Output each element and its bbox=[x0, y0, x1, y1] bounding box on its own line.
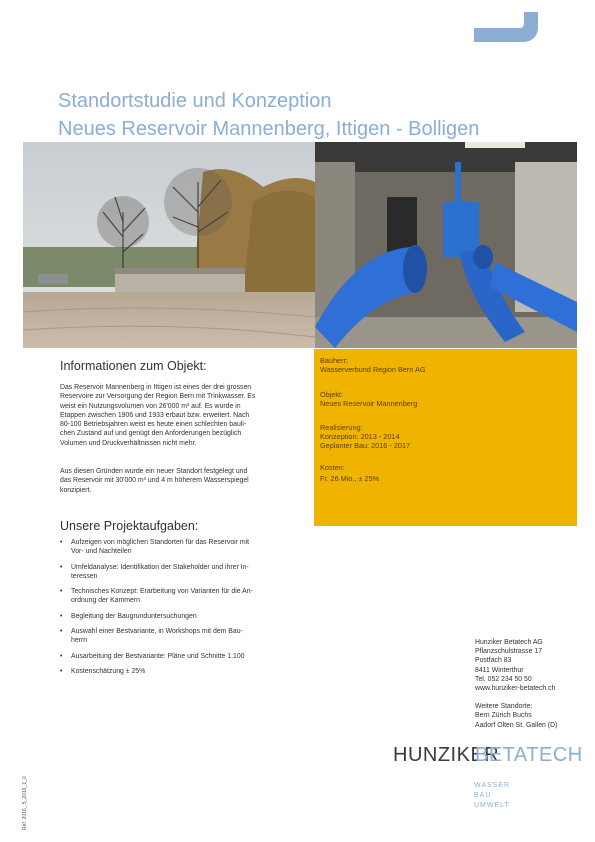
task-text: Aufzeigen von möglichen Standorten für das Reservoir mit bbox=[71, 539, 250, 546]
list-item bbox=[60, 612, 304, 621]
info-line: Aus diesen Gründen wurde ein neuer Standort festgelegt und bbox=[60, 468, 248, 475]
logo-word-hunziker: HUNZIKER bbox=[393, 744, 500, 766]
konzeption-value: Konzeption: 2013 - 2014 bbox=[320, 432, 400, 441]
info-heading: Informationen zum Objekt: bbox=[60, 359, 207, 373]
task-text: Vor- und Nachteilen bbox=[71, 548, 132, 556]
realisierung-label: Realisierung: bbox=[320, 423, 363, 432]
site-photo bbox=[23, 142, 315, 348]
bullet-icon: • bbox=[60, 539, 63, 546]
task-text: Auswahl einer Bestvariante, in Workshops mit dem Bau- bbox=[71, 628, 243, 636]
tagline-wasser: WASSER bbox=[474, 782, 511, 789]
list-item bbox=[60, 652, 304, 661]
tasks-heading: Unsere Projektaufgaben: bbox=[60, 519, 199, 533]
list-item bbox=[60, 587, 304, 606]
kosten-value: Fr. 26 Mio., ± 25% bbox=[320, 474, 380, 483]
pipes-photo bbox=[315, 142, 577, 348]
bauherr-value: Wasserverbund Region Bern AG bbox=[320, 365, 426, 374]
bullet-icon: • bbox=[60, 652, 63, 660]
info-paragraph-1 bbox=[60, 383, 300, 448]
info-line: chen Zustand auf und genügt den Anforderungen bezüglich bbox=[60, 430, 242, 438]
other-locations-2: Aadorf Olten St. Gallen (D) bbox=[475, 721, 558, 729]
task-text: teressen bbox=[71, 572, 98, 580]
document-reference: Ref: 2016_ 5_2016_1_0 bbox=[22, 776, 28, 830]
company-logo bbox=[393, 742, 583, 768]
project-facts-box bbox=[314, 349, 577, 526]
company-website-link[interactable]: www.hunziker-betatech.ch bbox=[475, 685, 556, 693]
page-title-line1: Standortstudie und Konzeption bbox=[58, 90, 332, 112]
other-locations-label: Weitere Standorte: bbox=[475, 703, 533, 711]
bullet-icon: • bbox=[60, 628, 63, 636]
task-text: Umfeldanalyse: Identifikation der Stakeholder und ihrer In- bbox=[71, 563, 249, 571]
info-line: Reservoire zur Versorgung der Region Bern mit Trinkwasser. Es bbox=[60, 393, 256, 401]
bullet-icon: • bbox=[60, 588, 63, 596]
bullet-icon: • bbox=[60, 612, 63, 620]
logo-mark-icon bbox=[474, 12, 538, 42]
info-line: Volumen und Druckverhältnissen nicht mehr. bbox=[60, 439, 197, 447]
info-line: Etappen zwischen 1906 und 1933 erbaut bzw. erweitert. Nach bbox=[60, 411, 250, 419]
objekt-label: Objekt: bbox=[320, 390, 344, 399]
logo-word-betatech: BETATECH bbox=[475, 744, 583, 766]
task-text: Kostenschätzung ± 25% bbox=[71, 667, 146, 675]
tagline-bau: BAU bbox=[474, 792, 492, 799]
info-line: das Reservoir mit 30'000 m³ und 4 m höherem Wasserspiegel bbox=[60, 477, 249, 485]
list-item bbox=[60, 667, 304, 676]
other-locations-1: Bern Zürich Buchs bbox=[475, 712, 532, 720]
objekt-value: Neues Reservoir Mannenberg bbox=[320, 399, 418, 408]
list-item bbox=[60, 627, 304, 646]
info-line: 80-100 Betriebsjahren weist es heute einen schlechten bauli- bbox=[60, 421, 247, 429]
company-pobox: Postfach 83 bbox=[475, 657, 512, 665]
contact-block bbox=[475, 638, 557, 730]
list-item bbox=[60, 563, 304, 582]
list-item bbox=[60, 538, 304, 557]
task-text: Technisches Konzept: Erarbeitung von Varianten für die An- bbox=[71, 588, 253, 596]
info-line: Das Reservoir Mannenberg in Ittigen ist eines der drei grossen bbox=[60, 384, 252, 391]
company-street: Pflanzschulstrasse 17 bbox=[475, 648, 543, 656]
task-text: ordnung der Kammern bbox=[71, 597, 140, 605]
task-text: Begleitung der Baugrunduntersuchungen bbox=[71, 612, 197, 620]
bau-value: Geplanter Bau: 2016 - 2017 bbox=[320, 441, 411, 450]
info-line: weist ein Nutzungsvolumen von 26'000 m³ auf. Es wurde in bbox=[60, 402, 241, 410]
page-title-line2: Neues Reservoir Mannenberg, Ittigen - Bolligen bbox=[58, 118, 480, 140]
company-city: 8411 Winterthur bbox=[475, 666, 524, 674]
task-text: Ausarbeitung der Bestvariante: Pläne und Schnitte 1:100 bbox=[71, 652, 245, 660]
bauherr-label: Bauherr: bbox=[320, 356, 348, 365]
logo-tagline bbox=[474, 781, 510, 811]
bullet-icon: • bbox=[60, 563, 63, 571]
tagline-umwelt: UMWELT bbox=[474, 802, 510, 809]
task-text: herrn bbox=[71, 637, 88, 645]
tasks-list bbox=[60, 538, 304, 682]
company-name: Hunziker Betatech AG bbox=[475, 639, 543, 646]
kosten-label: Kosten: bbox=[320, 463, 345, 472]
info-line: konzipiert. bbox=[60, 486, 92, 494]
info-paragraph-2 bbox=[60, 467, 300, 495]
bullet-icon: • bbox=[60, 667, 63, 675]
company-phone: Tel. 052 234 50 50 bbox=[475, 675, 532, 683]
